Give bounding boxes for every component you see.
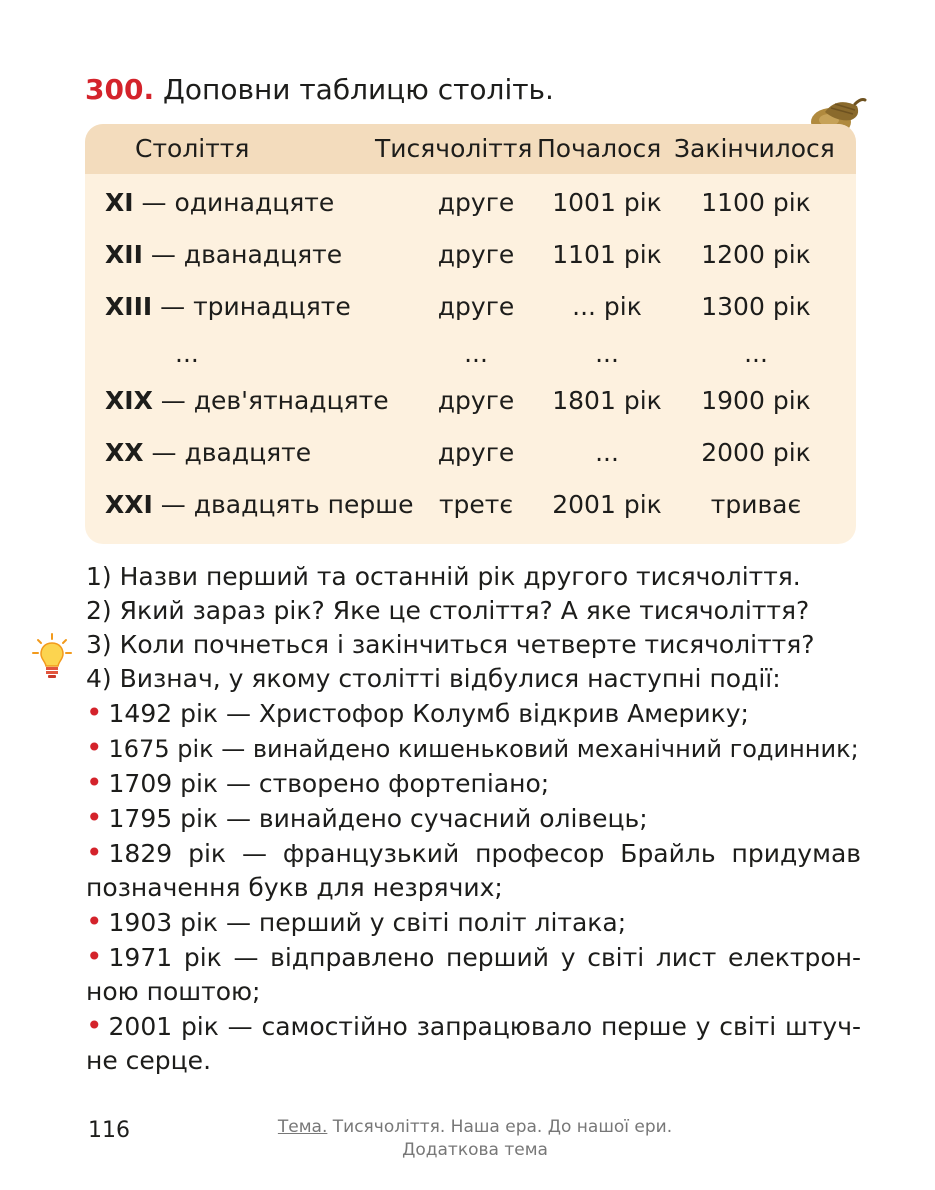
end-cell: триває xyxy=(710,490,802,519)
question-1: 1) Назви перший та останній рік другого тисячоліття. xyxy=(86,562,801,591)
fact-item xyxy=(86,766,861,801)
start-cell: ... xyxy=(595,339,619,368)
table-row-century xyxy=(105,185,334,221)
end-cell: 1900 рік xyxy=(701,386,811,415)
millennium-cell: друге xyxy=(437,188,515,217)
task-header xyxy=(85,70,554,110)
header-start: Почалося xyxy=(537,134,662,163)
bullet: • xyxy=(86,801,103,834)
topic-text: Тисячоліття. Наша ера. До нашої ери. xyxy=(327,1117,673,1137)
start-cell: ... рік xyxy=(572,292,642,321)
end-cell: 2000 рік xyxy=(701,438,811,467)
millennium-cell: ... xyxy=(464,339,488,368)
topic-line2: Додаткова тема xyxy=(402,1140,548,1160)
bullet: • xyxy=(86,836,103,869)
end-cell: 1100 рік xyxy=(701,188,811,217)
roman-numeral: XX xyxy=(105,438,144,467)
start-cell: 1801 рік xyxy=(552,386,662,415)
table-row-century xyxy=(105,383,389,419)
start-cell: ... xyxy=(595,438,619,467)
roman-numeral: XIX xyxy=(105,386,153,415)
century-name: — одинадцяте xyxy=(133,188,335,217)
fact-text: 1795 рік — винайдено сучасний олівець; xyxy=(108,804,648,833)
question-3: 3) Коли почнеться і закінчиться четверте тисячоліття? xyxy=(86,630,815,659)
fact-item xyxy=(86,940,861,1009)
start-cell: 1001 рік xyxy=(552,188,662,217)
centuries-table xyxy=(85,124,856,544)
fact-item xyxy=(86,801,861,836)
task-title: Доповни таблицю століть. xyxy=(163,73,554,106)
millennium-cell: друге xyxy=(437,292,515,321)
table-row-century xyxy=(105,237,342,273)
millennium-cell: друге xyxy=(437,386,515,415)
fact-item xyxy=(86,905,861,940)
millennium-cell: третє xyxy=(438,490,514,519)
bullet: • xyxy=(86,731,103,764)
end-cell: ... xyxy=(744,339,768,368)
footer-topic xyxy=(250,1116,700,1162)
fact-text: 1709 рік — створено фортепіано; xyxy=(108,769,550,798)
roman-numeral: XII xyxy=(105,240,143,269)
header-century: Століття xyxy=(135,134,250,163)
bullet: • xyxy=(86,1009,103,1042)
task-number: 300. xyxy=(85,73,155,106)
century-name: — дев'ятнадцяте xyxy=(152,386,389,415)
roman-numeral: XI xyxy=(105,188,134,217)
fact-text: 1829 рік — французький професор Брайль придумав xyxy=(108,839,861,868)
fact-text-continued: позначення букв для незрячих; xyxy=(86,873,503,902)
century-name: — тринадцяте xyxy=(152,292,351,321)
header-millennium: Тисячоліття xyxy=(375,134,533,163)
roman-numeral: XIII xyxy=(105,292,153,321)
fact-text-continued: ною поштою; xyxy=(86,977,261,1006)
fact-text: 1971 рік — відправлено перший у світі лист електрон- xyxy=(108,943,861,972)
start-cell: 1101 рік xyxy=(552,240,662,269)
millennium-cell: друге xyxy=(437,438,515,467)
fact-item xyxy=(86,836,861,905)
fact-text: 1903 рік — перший у світі політ літака; xyxy=(108,908,627,937)
page-number: 116 xyxy=(88,1118,130,1143)
question-4: 4) Визнач, у якому столітті відбулися наступні події: xyxy=(86,664,781,693)
fact-item xyxy=(86,1009,861,1078)
table-row-century xyxy=(105,435,311,471)
fact-item xyxy=(86,731,861,766)
bullet: • xyxy=(86,696,103,729)
century-name: — двадцяте xyxy=(143,438,312,467)
century-name: — двадцять перше xyxy=(152,490,414,519)
fact-text: 2001 рік — самостійно запрацювало перше у світі штуч- xyxy=(108,1012,861,1041)
fact-text: 1675 рік — винайдено кишеньковий механічний годинник; xyxy=(108,735,859,763)
fact-text-continued: не серце. xyxy=(86,1046,212,1075)
bullet: • xyxy=(86,905,103,938)
end-cell: 1200 рік xyxy=(701,240,811,269)
questions-block xyxy=(86,560,861,1078)
topic-label: Тема. xyxy=(277,1117,328,1137)
table-row-century xyxy=(105,487,414,523)
header-end: Закінчилося xyxy=(674,134,835,163)
bullet: • xyxy=(86,940,103,973)
fact-item xyxy=(86,696,861,731)
century-name: — дванадцяте xyxy=(142,240,343,269)
lightbulb-icon xyxy=(30,632,74,682)
bullet: • xyxy=(86,766,103,799)
millennium-cell: друге xyxy=(437,240,515,269)
question-2: 2) Який зараз рік? Яке це століття? А яке тисячоліття? xyxy=(86,596,810,625)
fact-text: 1492 рік — Христофор Колумб відкрив Америку; xyxy=(108,699,749,728)
start-cell: 2001 рік xyxy=(552,490,662,519)
table-header xyxy=(85,124,856,174)
table-row-century xyxy=(105,289,351,325)
ellipsis-cell: ... xyxy=(175,339,199,368)
roman-numeral: XXI xyxy=(105,490,153,519)
end-cell: 1300 рік xyxy=(701,292,811,321)
